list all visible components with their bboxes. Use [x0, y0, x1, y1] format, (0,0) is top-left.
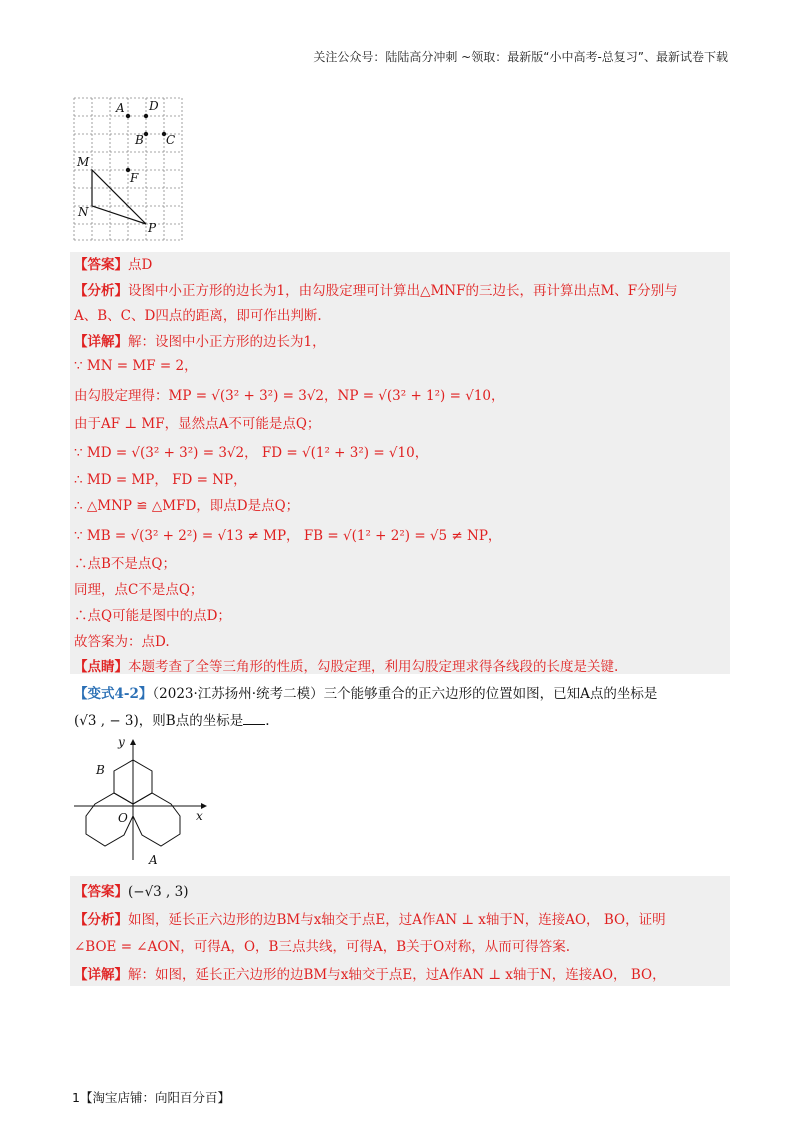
svg-text:N: N — [78, 205, 89, 219]
q2-analysis-2: ∠BOE = ∠AON，可得A，O，B三点共线，可得A，B关于O对称，从而可得答案. — [74, 939, 571, 955]
q1-line-4: 由于AF ⊥ MF，显然点A不可能是点Q； — [74, 416, 321, 432]
q2-stem-2: (√3 , − 3)，则B点的坐标是 . — [74, 713, 270, 729]
q2-stem-1: 【变式4-2】（2023·江苏扬州·统考二模）三个能够重合的正六边形的位置如图，已知A点的坐标是 — [74, 686, 658, 702]
q1-line-6: ∴ MD = MP， FD = NP， — [74, 472, 247, 488]
q1-line-10: 同理，点C不是点Q； — [74, 582, 204, 598]
svg-text:F: F — [130, 171, 139, 185]
q2-answer: 【答案】(−√3 , 3) — [74, 884, 189, 900]
q1-line-5: ∵ MD = √(3² + 3²) = 3√2， FD = √(1² + 3²) = √10， — [74, 445, 429, 461]
svg-text:y: y — [118, 736, 125, 749]
svg-text:B: B — [135, 133, 144, 147]
hexagon-figure — [74, 736, 210, 868]
svg-text:A: A — [149, 853, 158, 867]
q1-line-12: 故答案为：点D. — [74, 634, 170, 650]
svg-text:D: D — [149, 99, 159, 113]
q1-answer: 【答案】点D — [74, 257, 153, 273]
q1-line-11: ∴点Q可能是图中的点D； — [74, 608, 231, 624]
q1-analysis-1: 【分析】设图中小正方形的边长为1，由勾股定理可计算出△MNF的三边长，再计算出点M、F分别与 — [74, 283, 678, 299]
hexagon-right — [133, 793, 180, 846]
q2-detail-1: 【详解】解：如图，延长正六边形的边BM与x轴交于点E，过A作AN ⊥ x轴于N，连接AO， BO， — [74, 967, 666, 983]
svg-text:x: x — [196, 809, 203, 823]
point-b — [144, 132, 148, 136]
svg-text:A: A — [116, 101, 125, 115]
svg-text:B: B — [96, 763, 105, 777]
q1-comment: 【点睛】本题考查了全等三角形的性质，勾股定理，利用勾股定理求得各线段的长度是关键. — [74, 659, 619, 675]
point-a — [126, 114, 130, 118]
page-footer: 1【淘宝店铺：向阳百分百】 — [72, 1090, 230, 1105]
q2-analysis-1: 【分析】如图，延长正六边形的边BM与x轴交于点E，过A作AN ⊥ x轴于N，连接AO， BO，证明 — [74, 912, 666, 928]
q1-detail-1: 【详解】解：设图中小正方形的边长为1， — [74, 334, 326, 350]
q1-line-3: 由勾股定理得：MP = √(3² + 3²) = 3√2，NP = √(3² + 1²) = √10， — [74, 388, 505, 404]
point-d — [144, 114, 148, 118]
svg-text:O: O — [118, 811, 128, 825]
grid-figure — [72, 96, 184, 242]
page-header: 关注公众号：陆陆高分冲刺 ~领取：最新版“小中高考-总复习”、最新试卷下载 — [313, 50, 728, 64]
svg-text:P: P — [148, 221, 157, 235]
svg-text:C: C — [166, 133, 176, 147]
q1-analysis-2: A、B、C、D四点的距离，即可作出判断. — [74, 308, 322, 324]
answer-blank — [243, 712, 265, 725]
q1-line-2: ∵ MN = MF = 2， — [74, 358, 198, 374]
q1-line-9: ∴点B不是点Q； — [74, 556, 176, 572]
svg-text:M: M — [77, 155, 90, 169]
q1-line-7: ∴ △MNP ≌ △MFD，即点D是点Q； — [74, 498, 300, 514]
q1-line-8: ∵ MB = √(3² + 2²) = √13 ≠ MP， FB = √(1² + 2²) = √5 ≠ NP， — [74, 528, 502, 544]
